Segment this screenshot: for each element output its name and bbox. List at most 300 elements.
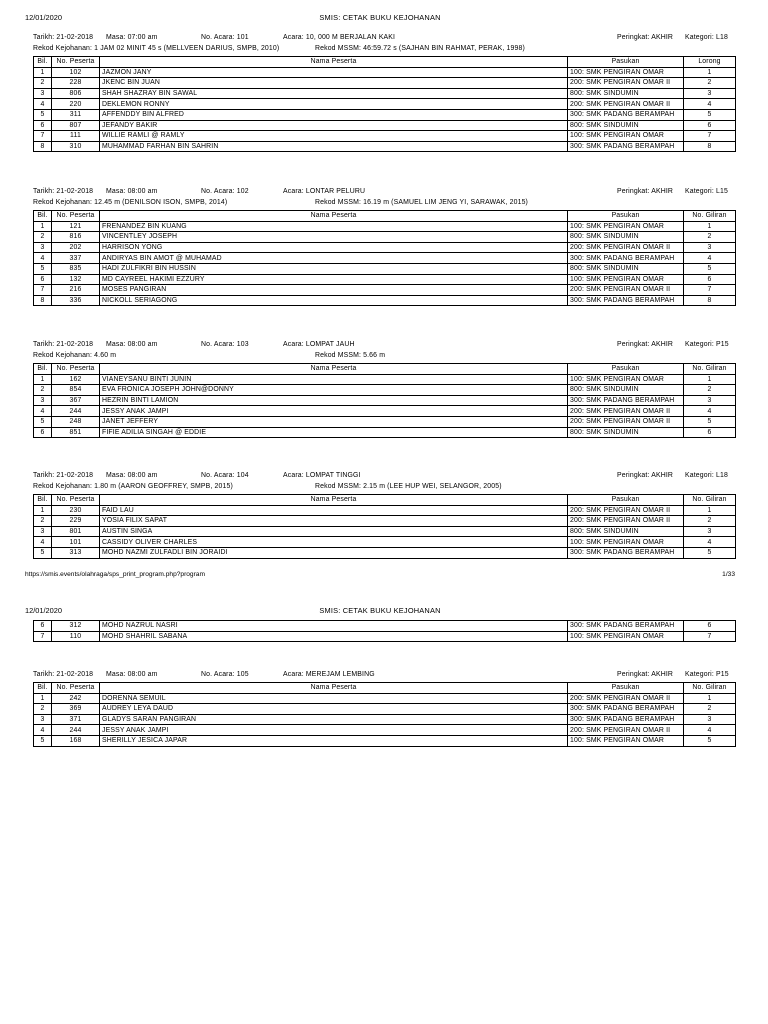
cell-no-peserta: 310 (52, 141, 100, 152)
event-stage: Peringkat: AKHIR (617, 671, 674, 678)
cell-bil: 1 (34, 221, 52, 232)
cell-nama: MD CAYREEL HAKIMI EZZURY (100, 274, 568, 285)
cell-bil: 6 (34, 621, 52, 632)
cell-nama: VINCENTLEY JOSEPH (100, 232, 568, 243)
mssm-record: Rekod MSSM: 5.66 m (315, 352, 386, 359)
cell-order: 1 (684, 67, 736, 78)
cell-no-peserta: 229 (52, 516, 100, 527)
event-records (33, 199, 735, 210)
cell-nama: NICKOLL SERIAGONG (100, 295, 568, 306)
col-header-lorong: Lorong (684, 57, 736, 68)
cell-order: 7 (684, 285, 736, 296)
page-header (25, 13, 735, 25)
cell-nama: DEKLEMON RONNY (100, 99, 568, 110)
event-number: No. Acara: 101 (201, 34, 249, 41)
cell-pasukan: 200: SMK PENGIRAN OMAR II (568, 99, 684, 110)
table-row (34, 526, 736, 537)
cell-bil: 4 (34, 99, 52, 110)
cell-nama: HARRISON YONG (100, 242, 568, 253)
col-header-pasukan: Pasukan (568, 495, 684, 506)
cell-order: 7 (684, 131, 736, 142)
event-number: No. Acara: 104 (201, 472, 249, 479)
table-row (34, 263, 736, 274)
table-row (34, 232, 736, 243)
table-row (34, 131, 736, 142)
cell-order: 2 (684, 385, 736, 396)
print-date: 12/01/2020 (25, 606, 62, 615)
event-time: Masa: 07:00 am (106, 34, 158, 41)
event-number: No. Acara: 103 (201, 341, 249, 348)
table-row (34, 295, 736, 306)
results-table (33, 56, 736, 152)
col-header-bil: Bil. (34, 683, 52, 694)
event-stage: Peringkat: AKHIR (617, 188, 674, 195)
cell-no-peserta: 807 (52, 120, 100, 131)
table-row (34, 416, 736, 427)
cell-order: 5 (684, 735, 736, 746)
cell-pasukan: 300: SMK PADANG BERAMPAH (568, 141, 684, 152)
cell-bil: 4 (34, 253, 52, 264)
event-time: Masa: 08:00 am (106, 671, 158, 678)
event-category: Kategori: L18 (685, 34, 728, 41)
cell-order: 5 (684, 263, 736, 274)
cell-bil: 6 (34, 274, 52, 285)
cell-nama: JANET JEFFERY (100, 416, 568, 427)
table-header-row (34, 211, 736, 222)
cell-order: 2 (684, 704, 736, 715)
cell-no-peserta: 110 (52, 631, 100, 642)
cell-order: 4 (684, 99, 736, 110)
document-title: SMIS: CETAK BUKU KEJOHANAN (319, 606, 441, 615)
event-name: Acara: LOMPAT TINGGI (283, 472, 361, 479)
col-header-nama-peserta: Nama Peserta (100, 57, 568, 68)
col-header-no-giliran: No. Giliran (684, 364, 736, 375)
cell-no-peserta: 202 (52, 242, 100, 253)
cell-bil: 2 (34, 704, 52, 715)
cell-no-peserta: 337 (52, 253, 100, 264)
col-header-pasukan: Pasukan (568, 364, 684, 375)
cell-bil: 2 (34, 232, 52, 243)
cell-nama: WILLIE RAMLI @ RAMLY (100, 131, 568, 142)
table-row (34, 274, 736, 285)
cell-no-peserta: 168 (52, 735, 100, 746)
cell-bil: 2 (34, 78, 52, 89)
cell-no-peserta: 835 (52, 263, 100, 274)
meet-record: Rekod Kejohanan: 1 JAM 02 MINIT 45 s (MELLVEEN DARIUS, SMPB, 2010) (33, 45, 280, 52)
cell-no-peserta: 816 (52, 232, 100, 243)
cell-order: 1 (684, 505, 736, 516)
cell-no-peserta: 132 (52, 274, 100, 285)
cell-order: 7 (684, 631, 736, 642)
cell-pasukan: 800: SMK SINDUMIN (568, 526, 684, 537)
cell-order: 1 (684, 374, 736, 385)
meet-record: Rekod Kejohanan: 1.80 m (AARON GEOFFREY, SMPB, 2015) (33, 483, 233, 490)
cell-nama: GLADYS SARAN PANGIRAN (100, 714, 568, 725)
event-stage: Peringkat: AKHIR (617, 34, 674, 41)
event-info (33, 671, 735, 682)
cell-nama: MUHAMMAD FARHAN BIN SAHRIN (100, 141, 568, 152)
event-category: Kategori: L18 (685, 472, 728, 479)
cell-nama: EVA FRONICA JOSEPH JOHN@DONNY (100, 385, 568, 396)
event-time: Masa: 08:00 am (106, 472, 158, 479)
event-time: Masa: 08:00 am (106, 188, 158, 195)
event-date: Tarikh: 21-02-2018 (33, 472, 94, 479)
cell-nama: CASSIDY OLIVER CHARLES (100, 537, 568, 548)
cell-no-peserta: 101 (52, 537, 100, 548)
table-header-row (34, 364, 736, 375)
cell-pasukan: 300: SMK PADANG BERAMPAH (568, 109, 684, 120)
results-table (33, 494, 736, 559)
results-table (33, 620, 736, 642)
cell-no-peserta: 216 (52, 285, 100, 296)
page-number: 1/33 (722, 571, 735, 578)
col-header-no-giliran: No. Giliran (684, 211, 736, 222)
cell-nama: JAZMON JANY (100, 67, 568, 78)
table-row (34, 735, 736, 746)
cell-pasukan: 800: SMK SINDUMIN (568, 120, 684, 131)
table-row (34, 67, 736, 78)
col-header-nama-peserta: Nama Peserta (100, 364, 568, 375)
table-row (34, 242, 736, 253)
cell-bil: 4 (34, 537, 52, 548)
event-stage: Peringkat: AKHIR (617, 472, 674, 479)
table-row (34, 253, 736, 264)
cell-bil: 1 (34, 67, 52, 78)
table-row (34, 505, 736, 516)
cell-order: 6 (684, 621, 736, 632)
col-header-no-peserta: No. Peserta (52, 495, 100, 506)
cell-order: 3 (684, 88, 736, 99)
cell-bil: 8 (34, 141, 52, 152)
table-row (34, 714, 736, 725)
cell-nama: AFFENDDY BIN ALFRED (100, 109, 568, 120)
print-date: 12/01/2020 (25, 13, 62, 22)
cell-no-peserta: 801 (52, 526, 100, 537)
cell-pasukan: 200: SMK PENGIRAN OMAR II (568, 693, 684, 704)
col-header-no-giliran: No. Giliran (684, 495, 736, 506)
cell-nama: DORENNA SEMUIL (100, 693, 568, 704)
col-header-no-peserta: No. Peserta (52, 364, 100, 375)
col-header-no-peserta: No. Peserta (52, 57, 100, 68)
cell-pasukan: 100: SMK PENGIRAN OMAR (568, 537, 684, 548)
cell-bil: 7 (34, 631, 52, 642)
event-name: Acara: 10, 000 M BERJALAN KAKI (283, 34, 396, 41)
cell-bil: 3 (34, 714, 52, 725)
col-header-pasukan: Pasukan (568, 683, 684, 694)
cell-order: 3 (684, 526, 736, 537)
table-header-row (34, 683, 736, 694)
col-header-pasukan: Pasukan (568, 57, 684, 68)
cell-nama: JESSY ANAK JAMPI (100, 406, 568, 417)
cell-nama: ANDIRYAS BIN AMOT @ MUHAMAD (100, 253, 568, 264)
cell-bil: 5 (34, 547, 52, 558)
event-date: Tarikh: 21-02-2018 (33, 188, 94, 195)
cell-order: 3 (684, 395, 736, 406)
cell-bil: 1 (34, 505, 52, 516)
cell-bil: 6 (34, 427, 52, 438)
cell-no-peserta: 244 (52, 725, 100, 736)
event-name: Acara: MEREJAM LEMBING (283, 671, 375, 678)
cell-pasukan: 100: SMK PENGIRAN OMAR (568, 631, 684, 642)
document-title: SMIS: CETAK BUKU KEJOHANAN (319, 13, 441, 22)
cell-bil: 3 (34, 88, 52, 99)
cell-no-peserta: 854 (52, 385, 100, 396)
table-row (34, 516, 736, 527)
cell-nama: JEFANDY BAKIR (100, 120, 568, 131)
event-block-continued (33, 620, 735, 642)
table-row (34, 704, 736, 715)
table-row (34, 427, 736, 438)
col-header-bil: Bil. (34, 211, 52, 222)
cell-order: 3 (684, 242, 736, 253)
cell-order: 4 (684, 253, 736, 264)
cell-nama: AUDREY LEYA DAUD (100, 704, 568, 715)
cell-bil: 1 (34, 693, 52, 704)
cell-bil: 5 (34, 735, 52, 746)
col-header-nama-peserta: Nama Peserta (100, 683, 568, 694)
cell-pasukan: 200: SMK PENGIRAN OMAR II (568, 416, 684, 427)
cell-nama: SHERILLY JESICA JAPAR (100, 735, 568, 746)
cell-pasukan: 800: SMK SINDUMIN (568, 232, 684, 243)
cell-pasukan: 200: SMK PENGIRAN OMAR II (568, 285, 684, 296)
cell-pasukan: 800: SMK SINDUMIN (568, 88, 684, 99)
cell-pasukan: 200: SMK PENGIRAN OMAR II (568, 78, 684, 89)
event-number: No. Acara: 105 (201, 671, 249, 678)
cell-pasukan: 100: SMK PENGIRAN OMAR (568, 735, 684, 746)
cell-pasukan: 200: SMK PENGIRAN OMAR II (568, 516, 684, 527)
table-row (34, 221, 736, 232)
event-block (33, 472, 735, 559)
cell-pasukan: 800: SMK SINDUMIN (568, 385, 684, 396)
meet-record: Rekod Kejohanan: 4.60 m (33, 352, 117, 359)
cell-bil: 6 (34, 120, 52, 131)
cell-pasukan: 100: SMK PENGIRAN OMAR (568, 221, 684, 232)
results-table (33, 210, 736, 306)
cell-no-peserta: 111 (52, 131, 100, 142)
cell-order: 5 (684, 416, 736, 427)
cell-nama: MOHD SHAHRIL SABANA (100, 631, 568, 642)
table-row (34, 631, 736, 642)
event-block (33, 671, 735, 747)
cell-bil: 2 (34, 516, 52, 527)
event-block (33, 188, 735, 306)
table-row (34, 385, 736, 396)
cell-no-peserta: 121 (52, 221, 100, 232)
cell-bil: 7 (34, 285, 52, 296)
event-category: Kategori: P15 (685, 341, 729, 348)
col-header-no-peserta: No. Peserta (52, 211, 100, 222)
cell-bil: 4 (34, 725, 52, 736)
cell-nama: YOSIA FILIX SAPAT (100, 516, 568, 527)
event-date: Tarikh: 21-02-2018 (33, 34, 94, 41)
cell-bil: 2 (34, 385, 52, 396)
cell-order: 1 (684, 221, 736, 232)
cell-no-peserta: 102 (52, 67, 100, 78)
table-row (34, 141, 736, 152)
cell-nama: AUSTIN SINGA (100, 526, 568, 537)
meet-record: Rekod Kejohanan: 12.45 m (DENILSON ISON, SMPB, 2014) (33, 199, 228, 206)
cell-order: 5 (684, 547, 736, 558)
cell-nama: HADI ZULFIKRI BIN HUSSIN (100, 263, 568, 274)
cell-pasukan: 300: SMK PADANG BERAMPAH (568, 621, 684, 632)
table-row (34, 109, 736, 120)
col-header-bil: Bil. (34, 57, 52, 68)
cell-no-peserta: 806 (52, 88, 100, 99)
table-row (34, 725, 736, 736)
table-row (34, 547, 736, 558)
event-name: Acara: LOMPAT JAUH (283, 341, 355, 348)
cell-no-peserta: 369 (52, 704, 100, 715)
cell-nama: MOHD NAZRUL NASRI (100, 621, 568, 632)
cell-order: 2 (684, 516, 736, 527)
cell-pasukan: 300: SMK PADANG BERAMPAH (568, 704, 684, 715)
cell-order: 1 (684, 693, 736, 704)
cell-no-peserta: 244 (52, 406, 100, 417)
cell-pasukan: 200: SMK PENGIRAN OMAR II (568, 406, 684, 417)
event-info (33, 188, 735, 199)
mssm-record: Rekod MSSM: 2.15 m (LEE HUP WEI, SELANGOR, 2005) (315, 483, 502, 490)
mssm-record: Rekod MSSM: 46:59.72 s (SAJHAN BIN RAHMAT, PERAK, 1998) (315, 45, 525, 52)
table-row (34, 621, 736, 632)
cell-nama: VIANEYSANU BINTI JUNIN (100, 374, 568, 385)
cell-nama: FIFIE ADILIA SINGAH @ EDDIE (100, 427, 568, 438)
event-date: Tarikh: 21-02-2018 (33, 671, 94, 678)
cell-nama: FRENANDEZ BIN KUANG (100, 221, 568, 232)
cell-no-peserta: 228 (52, 78, 100, 89)
cell-pasukan: 300: SMK PADANG BERAMPAH (568, 547, 684, 558)
event-records (33, 45, 735, 56)
cell-no-peserta: 367 (52, 395, 100, 406)
cell-nama: HEZRIN BINTI LAMION (100, 395, 568, 406)
event-stage: Peringkat: AKHIR (617, 341, 674, 348)
cell-pasukan: 100: SMK PENGIRAN OMAR (568, 274, 684, 285)
cell-nama: SHAH SHAZRAY BIN SAWAL (100, 88, 568, 99)
cell-bil: 8 (34, 295, 52, 306)
cell-bil: 3 (34, 242, 52, 253)
cell-order: 2 (684, 232, 736, 243)
event-date: Tarikh: 21-02-2018 (33, 341, 94, 348)
cell-pasukan: 300: SMK PADANG BERAMPAH (568, 295, 684, 306)
cell-pasukan: 800: SMK SINDUMIN (568, 427, 684, 438)
cell-order: 8 (684, 295, 736, 306)
cell-no-peserta: 220 (52, 99, 100, 110)
cell-nama: JESSY ANAK JAMPI (100, 725, 568, 736)
cell-order: 4 (684, 725, 736, 736)
cell-bil: 5 (34, 263, 52, 274)
cell-pasukan: 200: SMK PENGIRAN OMAR II (568, 505, 684, 516)
cell-bil: 1 (34, 374, 52, 385)
cell-pasukan: 300: SMK PADANG BERAMPAH (568, 714, 684, 725)
cell-order: 6 (684, 427, 736, 438)
cell-pasukan: 300: SMK PADANG BERAMPAH (568, 395, 684, 406)
cell-no-peserta: 242 (52, 693, 100, 704)
cell-order: 6 (684, 274, 736, 285)
cell-pasukan: 800: SMK SINDUMIN (568, 263, 684, 274)
cell-order: 4 (684, 406, 736, 417)
col-header-no-giliran: No. Giliran (684, 683, 736, 694)
cell-bil: 3 (34, 395, 52, 406)
cell-no-peserta: 851 (52, 427, 100, 438)
table-row (34, 99, 736, 110)
cell-bil: 4 (34, 406, 52, 417)
source-url[interactable]: https://smis.events/olahraga/sps_print_program.php?program (25, 571, 205, 578)
cell-nama: MOSES PANGIRAN (100, 285, 568, 296)
cell-bil: 5 (34, 416, 52, 427)
event-records (33, 483, 735, 494)
table-row (34, 88, 736, 99)
table-row (34, 395, 736, 406)
cell-bil: 5 (34, 109, 52, 120)
table-header-row (34, 495, 736, 506)
cell-order: 6 (684, 120, 736, 131)
col-header-no-peserta: No. Peserta (52, 683, 100, 694)
cell-no-peserta: 336 (52, 295, 100, 306)
cell-nama: FAID LAU (100, 505, 568, 516)
cell-order: 8 (684, 141, 736, 152)
col-header-nama-peserta: Nama Peserta (100, 211, 568, 222)
cell-nama: MOHD NAZMI ZULFADLI BIN JORAIDI (100, 547, 568, 558)
event-block (33, 341, 735, 438)
cell-bil: 3 (34, 526, 52, 537)
cell-no-peserta: 248 (52, 416, 100, 427)
table-row (34, 374, 736, 385)
cell-no-peserta: 230 (52, 505, 100, 516)
event-info (33, 341, 735, 352)
cell-pasukan: 100: SMK PENGIRAN OMAR (568, 131, 684, 142)
cell-order: 3 (684, 714, 736, 725)
page-header (25, 606, 735, 618)
cell-no-peserta: 312 (52, 621, 100, 632)
event-category: Kategori: P15 (685, 671, 729, 678)
cell-bil: 7 (34, 131, 52, 142)
cell-order: 4 (684, 537, 736, 548)
cell-pasukan: 300: SMK PADANG BERAMPAH (568, 253, 684, 264)
event-name: Acara: LONTAR PELURU (283, 188, 366, 195)
cell-nama: JKENC BIN JUAN (100, 78, 568, 89)
mssm-record: Rekod MSSM: 16.19 m (SAMUEL LIM JENG YI, SARAWAK, 2015) (315, 199, 528, 206)
event-info (33, 472, 735, 483)
table-row (34, 537, 736, 548)
table-row (34, 120, 736, 131)
cell-no-peserta: 162 (52, 374, 100, 385)
event-info (33, 34, 735, 45)
col-header-pasukan: Pasukan (568, 211, 684, 222)
cell-order: 5 (684, 109, 736, 120)
cell-no-peserta: 371 (52, 714, 100, 725)
col-header-nama-peserta: Nama Peserta (100, 495, 568, 506)
cell-no-peserta: 313 (52, 547, 100, 558)
table-header-row (34, 57, 736, 68)
table-row (34, 78, 736, 89)
event-category: Kategori: L15 (685, 188, 728, 195)
cell-pasukan: 200: SMK PENGIRAN OMAR II (568, 242, 684, 253)
cell-pasukan: 100: SMK PENGIRAN OMAR (568, 374, 684, 385)
results-table (33, 363, 736, 438)
table-row (34, 693, 736, 704)
col-header-bil: Bil. (34, 364, 52, 375)
col-header-bil: Bil. (34, 495, 52, 506)
cell-pasukan: 100: SMK PENGIRAN OMAR (568, 67, 684, 78)
results-table (33, 682, 736, 747)
cell-order: 2 (684, 78, 736, 89)
event-records (33, 352, 735, 363)
event-number: No. Acara: 102 (201, 188, 249, 195)
event-time: Masa: 08:00 am (106, 341, 158, 348)
cell-no-peserta: 311 (52, 109, 100, 120)
table-row (34, 285, 736, 296)
table-row (34, 406, 736, 417)
cell-pasukan: 200: SMK PENGIRAN OMAR II (568, 725, 684, 736)
